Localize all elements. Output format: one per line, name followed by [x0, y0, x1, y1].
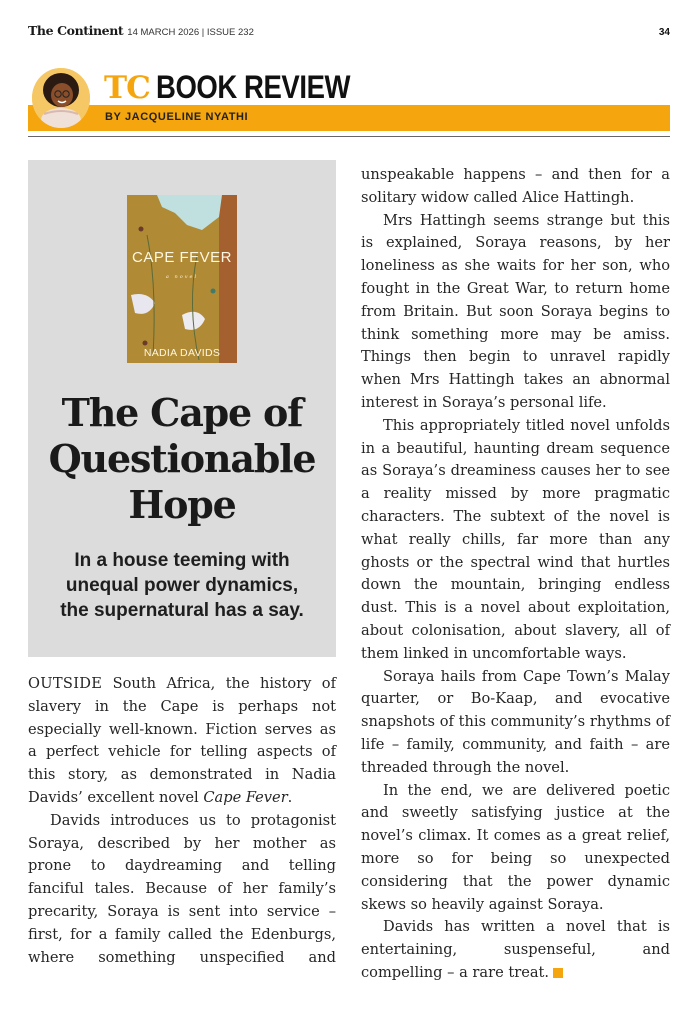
standfirst-line: the supernatural has a say.: [60, 600, 304, 621]
page-number: 34: [658, 27, 670, 38]
feature-box: [28, 160, 336, 657]
section-banner: [28, 66, 670, 136]
cover-title: CAPE FEVER: [131, 249, 233, 266]
article-paragraph: This appropriately titled novel unfolds in a beautiful, haunting dream sequence as Soraya’s dreaminess causes her to see a reality missed by more pragmatic characters. The subtext of the novel is what really chills, far more than any ghosts or the spectral wind that hurtles down the mountain, bringing endless dust. This is a novel about exploitation, about colonisation, about slavery, all of them linked in uncomfortable ways.: [361, 416, 670, 662]
book-cover: [127, 195, 237, 363]
article-paragraph: unspeakable happens – and then for a solitary widow called Alice Hattingh.: [361, 166, 670, 206]
issue-info: [127, 27, 254, 38]
section-name: BOOK REVIEW: [155, 69, 350, 105]
article-paragraph: Soraya hails from Cape Town’s Malay quarter, or Bo-Kaap, and evocative snapshots of this community’s rhythms of life – family, community, and faith – are threaded through the novel.: [361, 667, 670, 776]
author-avatar: [32, 68, 90, 128]
standfirst: [28, 548, 336, 623]
article-column-right: [361, 164, 670, 985]
headline: [28, 390, 336, 528]
author-portrait-illustration: [32, 68, 90, 128]
brand-prefix: TC: [104, 70, 150, 106]
article-paragraph: Davids introduces us to protagonist Soraya, described by her mother as prone to daydreaming and telling fanciful tales. Because of her family’s precarity, Soraya is sent into service – first, for a family called the Edenburgs, where something unspecified and: [28, 811, 336, 966]
byline: BY JACQUELINE NYATHI: [105, 111, 249, 123]
standfirst-line: unequal power dynamics,: [65, 575, 299, 596]
publication-name: The Continent: [28, 23, 124, 38]
article-paragraph: In the end, we are delivered poetic and sweetly satisfying justice at the novel’s climax. It comes as a great relief, more so for being so unexpected considering that the power dynamic skews so heavily against Soraya.: [361, 781, 670, 913]
masthead: [28, 23, 670, 39]
article-paragraph: Mrs Hattingh seems strange but this is explained, Soraya reasons, by her loneliness as she waits for her son, who fought in the Great War, to return home from Britain. But soon Soraya begins to think something more may be amiss. Things then begin to unravel rapidly when Mrs Hattingh takes an abnormal interest in Soraya’s personal life.: [361, 211, 670, 411]
section-title: [104, 69, 381, 106]
cover-subtitle: a novel: [165, 274, 199, 280]
issue-separator: |: [201, 27, 205, 38]
issue-date: 14 MARCH 2026: [127, 27, 200, 38]
article-paragraph: Davids has written a novel that is entertaining, suspenseful, and compelling – a rare treat.: [361, 918, 670, 981]
headline-line: Hope: [128, 482, 236, 527]
headline-line: The Cape of: [61, 390, 303, 435]
article-paragraph: OUTSIDE South Africa, the history of slavery in the Cape is perhaps not especially well-known. Fiction serves as a perfect vehicle for telling aspects of this story, as demonstrated in Nadia Davids’ excellent novel Cape Fever.: [28, 675, 336, 806]
article-column-left: [28, 673, 336, 969]
cover-author: NADIA DAVIDS: [143, 347, 221, 359]
end-of-article-marker: [553, 968, 563, 978]
lead-in-caps: OUTSIDE: [28, 675, 103, 692]
standfirst-line: In a house teeming with: [74, 550, 290, 571]
book-title-reference: Cape Fever: [203, 788, 288, 806]
headline-line: Questionable: [48, 436, 316, 481]
issue-number: ISSUE 232: [206, 27, 254, 38]
banner-divider: [28, 136, 670, 137]
